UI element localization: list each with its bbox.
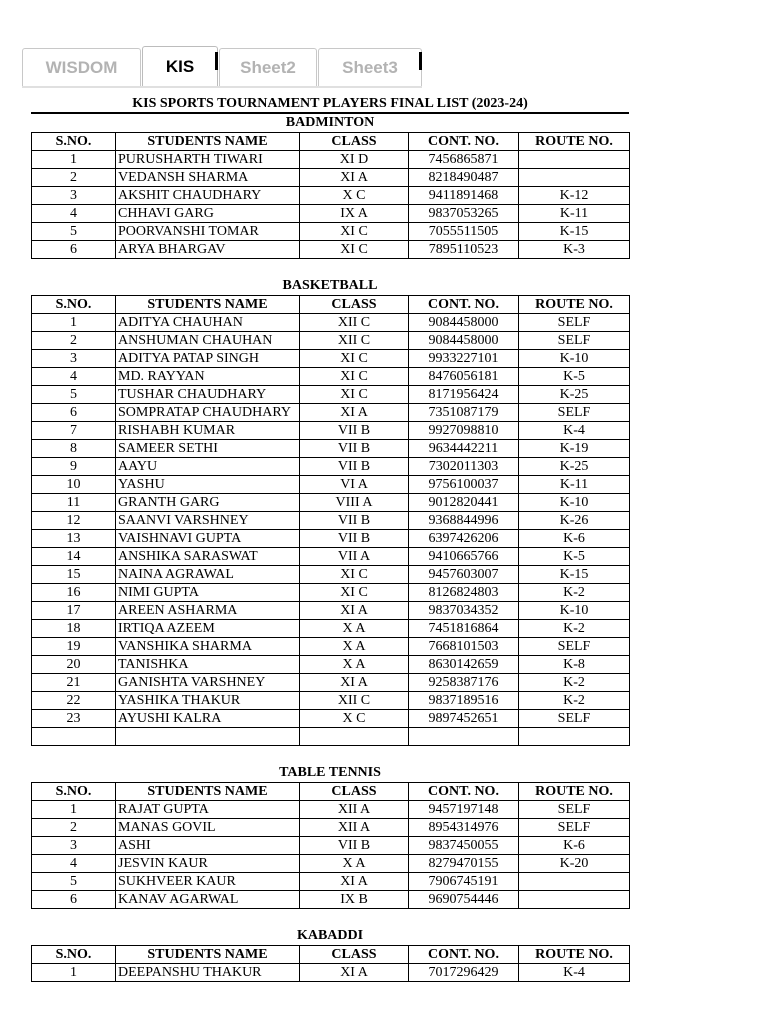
table-cell[interactable]: K-26 (519, 512, 630, 530)
table-cell[interactable]: SAANVI VARSHNEY (116, 512, 300, 530)
column-header[interactable]: ROUTE NO. (519, 296, 630, 314)
table-cell[interactable]: 5 (32, 386, 116, 404)
table-row (32, 494, 630, 512)
table-cell[interactable]: SAMEER SETHI (116, 440, 300, 458)
column-header[interactable]: CONT. NO. (409, 783, 519, 801)
table-cell[interactable]: 5 (32, 223, 116, 241)
table-cell[interactable]: 4 (32, 855, 116, 873)
table-row (32, 620, 630, 638)
table-cell[interactable]: X C (300, 187, 409, 205)
table-row (32, 476, 630, 494)
table-row (32, 891, 630, 909)
table-cell[interactable]: X A (300, 638, 409, 656)
table-cell[interactable]: 9837034352 (409, 602, 519, 620)
table-cell[interactable]: K-3 (519, 241, 630, 259)
column-header[interactable]: STUDENTS NAME (116, 133, 300, 151)
table-cell[interactable]: VII B (300, 530, 409, 548)
table-cell[interactable]: 3 (32, 187, 116, 205)
table-cell[interactable]: 9457197148 (409, 801, 519, 819)
column-header[interactable]: CONT. NO. (409, 296, 519, 314)
section-spacer (31, 259, 629, 277)
section-title: BADMINTON (285, 115, 375, 130)
table-cell[interactable]: K-2 (519, 692, 630, 710)
column-header[interactable]: ROUTE NO. (519, 946, 630, 964)
empty-table-row (32, 728, 630, 746)
table-cell[interactable]: XII A (300, 819, 409, 837)
column-header[interactable]: S.NO. (32, 946, 116, 964)
table-row (32, 422, 630, 440)
table-cell[interactable]: VAISHNAVI GUPTA (116, 530, 300, 548)
table-cell[interactable]: 6 (32, 404, 116, 422)
table-cell[interactable]: AAYU (116, 458, 300, 476)
table-header-row (32, 783, 630, 801)
table-cell[interactable]: 1 (32, 801, 116, 819)
section-title: TABLE TENNIS (279, 765, 381, 780)
table-cell[interactable]: 10 (32, 476, 116, 494)
table-cell[interactable]: POORVANSHI TOMAR (116, 223, 300, 241)
table-cell[interactable]: 7351087179 (409, 404, 519, 422)
table-cell[interactable]: PURUSHARTH TIWARI (116, 151, 300, 169)
table-row (32, 314, 630, 332)
table-cell[interactable]: 9457603007 (409, 566, 519, 584)
table-row (32, 241, 630, 259)
table-cell[interactable]: 7906745191 (409, 873, 519, 891)
table-cell[interactable]: ADITYA CHAUHAN (116, 314, 300, 332)
table-cell[interactable]: XI C (300, 223, 409, 241)
table-cell[interactable]: 6 (32, 891, 116, 909)
column-header[interactable]: STUDENTS NAME (116, 296, 300, 314)
empty-cell[interactable] (409, 728, 519, 746)
table-cell[interactable]: XII C (300, 692, 409, 710)
table-cell[interactable]: K-20 (519, 855, 630, 873)
table-cell[interactable]: RISHABH KUMAR (116, 422, 300, 440)
table-cell[interactable]: 5 (32, 873, 116, 891)
table-cell[interactable]: VEDANSH SHARMA (116, 169, 300, 187)
empty-cell[interactable] (519, 728, 630, 746)
table-cell[interactable]: TANISHKA (116, 656, 300, 674)
table-cell[interactable]: K-10 (519, 350, 630, 368)
table-row (32, 855, 630, 873)
table-cell[interactable]: 11 (32, 494, 116, 512)
table-cell[interactable]: 9837189516 (409, 692, 519, 710)
table-cell[interactable] (519, 151, 630, 169)
table-cell[interactable]: 6 (32, 241, 116, 259)
table-cell[interactable]: CHHAVI GARG (116, 205, 300, 223)
column-header[interactable]: CLASS (300, 783, 409, 801)
column-header[interactable]: CLASS (300, 133, 409, 151)
players-table (31, 132, 630, 259)
tab-separator (215, 52, 218, 70)
table-cell[interactable]: 8218490487 (409, 169, 519, 187)
table-cell[interactable]: 8 (32, 440, 116, 458)
column-header[interactable]: CONT. NO. (409, 946, 519, 964)
table-cell[interactable]: K-25 (519, 386, 630, 404)
table-cell[interactable]: 9 (32, 458, 116, 476)
table-cell[interactable]: 9634442211 (409, 440, 519, 458)
table-row (32, 458, 630, 476)
table-cell[interactable]: K-11 (519, 476, 630, 494)
tab-sheet3[interactable]: Sheet3 (318, 48, 422, 86)
table-cell[interactable]: RAJAT GUPTA (116, 801, 300, 819)
table-cell[interactable]: IX B (300, 891, 409, 909)
table-cell[interactable]: GRANTH GARG (116, 494, 300, 512)
table-cell[interactable]: 4 (32, 205, 116, 223)
table-cell[interactable]: K-10 (519, 494, 630, 512)
table-cell[interactable]: 9897452651 (409, 710, 519, 728)
table-cell[interactable]: X A (300, 656, 409, 674)
players-table (31, 782, 630, 909)
table-cell[interactable]: 9410665766 (409, 548, 519, 566)
table-header-row (32, 133, 630, 151)
table-cell[interactable]: 9933227101 (409, 350, 519, 368)
table-cell[interactable]: NIMI GUPTA (116, 584, 300, 602)
table-cell[interactable]: AYUSHI KALRA (116, 710, 300, 728)
section-title: KABADDI (296, 928, 364, 943)
table-cell[interactable]: 9411891468 (409, 187, 519, 205)
table-row (32, 440, 630, 458)
table-cell[interactable]: AREEN ASHARMA (116, 602, 300, 620)
table-cell[interactable]: XI A (300, 873, 409, 891)
column-header[interactable]: S.NO. (32, 133, 116, 151)
table-cell[interactable]: XI A (300, 404, 409, 422)
table-cell[interactable]: MD. RAYYAN (116, 368, 300, 386)
table-cell[interactable]: XI C (300, 584, 409, 602)
table-row (32, 223, 630, 241)
table-cell[interactable]: 20 (32, 656, 116, 674)
table-cell[interactable]: K-8 (519, 656, 630, 674)
table-cell[interactable]: 13 (32, 530, 116, 548)
table-cell[interactable]: 22 (32, 692, 116, 710)
table-cell[interactable]: IRTIQA AZEEM (116, 620, 300, 638)
table-cell[interactable]: JESVIN KAUR (116, 855, 300, 873)
table-cell[interactable]: 9084458000 (409, 314, 519, 332)
table-row (32, 638, 630, 656)
table-cell[interactable]: XII A (300, 801, 409, 819)
table-row (32, 656, 630, 674)
table-cell[interactable]: SELF (519, 801, 630, 819)
table-cell[interactable]: ARYA BHARGAV (116, 241, 300, 259)
table-cell[interactable]: MANAS GOVIL (116, 819, 300, 837)
column-header[interactable]: S.NO. (32, 783, 116, 801)
tab-separator (419, 52, 422, 70)
table-row (32, 169, 630, 187)
table-cell[interactable]: 9690754446 (409, 891, 519, 909)
table-cell[interactable]: 9258387176 (409, 674, 519, 692)
table-row (32, 187, 630, 205)
table-cell[interactable]: 2 (32, 819, 116, 837)
table-row (32, 873, 630, 891)
sheet-tab-bar (22, 46, 442, 88)
section-spacer (31, 746, 629, 764)
table-cell[interactable]: SUKHVEER KAUR (116, 873, 300, 891)
table-cell[interactable]: 9927098810 (409, 422, 519, 440)
tab-kis[interactable]: KIS (142, 46, 218, 86)
table-cell[interactable]: 9837053265 (409, 205, 519, 223)
table-cell[interactable]: XII C (300, 314, 409, 332)
table-cell[interactable]: 12 (32, 512, 116, 530)
column-header[interactable]: CLASS (300, 946, 409, 964)
table-row (32, 332, 630, 350)
table-cell[interactable]: K-11 (519, 205, 630, 223)
table-cell[interactable]: 7451816864 (409, 620, 519, 638)
table-cell[interactable]: SELF (519, 404, 630, 422)
table-cell[interactable]: 14 (32, 548, 116, 566)
table-cell[interactable]: 8279470155 (409, 855, 519, 873)
column-header[interactable]: S.NO. (32, 296, 116, 314)
tab-wisdom[interactable]: WISDOM (22, 48, 141, 86)
table-cell[interactable]: 6397426206 (409, 530, 519, 548)
table-cell[interactable]: 7 (32, 422, 116, 440)
table-cell[interactable]: 7895110523 (409, 241, 519, 259)
table-cell[interactable]: IX A (300, 205, 409, 223)
table-row (32, 566, 630, 584)
table-row (32, 964, 630, 982)
table-cell[interactable]: 4 (32, 368, 116, 386)
table-cell[interactable]: K-19 (519, 440, 630, 458)
table-cell[interactable] (519, 891, 630, 909)
empty-cell[interactable] (300, 728, 409, 746)
table-row (32, 819, 630, 837)
tab-bar-baseline (22, 86, 422, 88)
table-cell[interactable]: VI A (300, 476, 409, 494)
table-cell[interactable] (519, 873, 630, 891)
table-cell[interactable]: SELF (519, 314, 630, 332)
table-cell[interactable]: 18 (32, 620, 116, 638)
table-cell[interactable]: ASHI (116, 837, 300, 855)
table-row (32, 584, 630, 602)
table-cell[interactable]: VIII A (300, 494, 409, 512)
table-cell[interactable]: XI C (300, 241, 409, 259)
table-cell[interactable]: VII B (300, 458, 409, 476)
table-cell[interactable]: VII B (300, 422, 409, 440)
table-cell[interactable]: 1 (32, 314, 116, 332)
table-cell[interactable] (519, 169, 630, 187)
table-cell[interactable]: K-6 (519, 837, 630, 855)
table-cell[interactable]: KANAV AGARWAL (116, 891, 300, 909)
table-cell[interactable]: XI A (300, 602, 409, 620)
table-cell[interactable]: 8476056181 (409, 368, 519, 386)
table-cell[interactable]: K-25 (519, 458, 630, 476)
table-cell[interactable]: YASHU (116, 476, 300, 494)
table-cell[interactable]: XI A (300, 964, 409, 982)
column-header[interactable]: STUDENTS NAME (116, 946, 300, 964)
table-cell[interactable]: 1 (32, 151, 116, 169)
table-cell[interactable]: DEEPANSHU THAKUR (116, 964, 300, 982)
table-cell[interactable]: GANISHTA VARSHNEY (116, 674, 300, 692)
table-row (32, 801, 630, 819)
table-cell[interactable]: 7668101503 (409, 638, 519, 656)
table-cell[interactable]: K-4 (519, 422, 630, 440)
table-cell[interactable]: AKSHIT CHAUDHARY (116, 187, 300, 205)
table-cell[interactable]: ANSHUMAN CHAUHAN (116, 332, 300, 350)
table-cell[interactable]: NAINA AGRAWAL (116, 566, 300, 584)
table-row (32, 674, 630, 692)
table-cell[interactable]: 9084458000 (409, 332, 519, 350)
table-cell[interactable]: ANSHIKA SARASWAT (116, 548, 300, 566)
table-cell[interactable]: XI C (300, 566, 409, 584)
table-cell[interactable]: VANSHIKA SHARMA (116, 638, 300, 656)
table-cell[interactable]: 3 (32, 350, 116, 368)
table-cell[interactable]: TUSHAR CHAUDHARY (116, 386, 300, 404)
table-cell[interactable]: 16 (32, 584, 116, 602)
section-title: BASKETBALL (282, 278, 378, 293)
column-header[interactable]: CLASS (300, 296, 409, 314)
table-header-row (32, 946, 630, 964)
table-cell[interactable]: X A (300, 855, 409, 873)
table-cell[interactable]: XI C (300, 350, 409, 368)
empty-cell[interactable] (32, 728, 116, 746)
table-cell[interactable]: 9837450055 (409, 837, 519, 855)
section-spacer (31, 909, 629, 927)
table-row (32, 548, 630, 566)
table-cell[interactable]: K-5 (519, 368, 630, 386)
table-cell[interactable]: VII B (300, 512, 409, 530)
table-cell[interactable]: 9012820441 (409, 494, 519, 512)
table-cell[interactable]: VII A (300, 548, 409, 566)
table-cell[interactable]: SELF (519, 332, 630, 350)
table-row (32, 512, 630, 530)
spreadsheet-sheet (31, 95, 629, 982)
table-row (32, 710, 630, 728)
table-cell[interactable]: K-2 (519, 620, 630, 638)
table-cell[interactable]: 15 (32, 566, 116, 584)
table-cell[interactable]: 3 (32, 837, 116, 855)
table-row (32, 837, 630, 855)
table-row (32, 151, 630, 169)
table-cell[interactable]: K-2 (519, 674, 630, 692)
table-row (32, 350, 630, 368)
table-cell[interactable]: 17 (32, 602, 116, 620)
table-cell[interactable]: 8126824803 (409, 584, 519, 602)
column-header[interactable]: ROUTE NO. (519, 783, 630, 801)
table-header-row (32, 296, 630, 314)
table-row (32, 404, 630, 422)
empty-cell[interactable] (116, 728, 300, 746)
table-row (32, 530, 630, 548)
table-cell[interactable]: 2 (32, 332, 116, 350)
table-cell[interactable]: K-12 (519, 187, 630, 205)
table-cell[interactable]: 2 (32, 169, 116, 187)
table-cell[interactable]: 9368844996 (409, 512, 519, 530)
table-cell[interactable]: K-15 (519, 223, 630, 241)
table-cell[interactable]: K-2 (519, 584, 630, 602)
tab-sheet2[interactable]: Sheet2 (219, 48, 317, 86)
table-cell[interactable]: XI A (300, 169, 409, 187)
document-title: KIS SPORTS TOURNAMENT PLAYERS FINAL LIST (2023-24) (31, 95, 629, 114)
table-cell[interactable]: 7055511505 (409, 223, 519, 241)
table-cell[interactable]: 8171956424 (409, 386, 519, 404)
table-cell[interactable]: 9756100037 (409, 476, 519, 494)
table-cell[interactable]: SELF (519, 638, 630, 656)
table-cell[interactable]: YASHIKA THAKUR (116, 692, 300, 710)
players-table (31, 295, 630, 746)
table-cell[interactable]: 7456865871 (409, 151, 519, 169)
table-cell[interactable]: SOMPRATAP CHAUDHARY (116, 404, 300, 422)
table-cell[interactable]: K-5 (519, 548, 630, 566)
table-cell[interactable]: 7302011303 (409, 458, 519, 476)
table-cell[interactable]: K-4 (519, 964, 630, 982)
column-header[interactable]: CONT. NO. (409, 133, 519, 151)
table-cell[interactable]: SELF (519, 710, 630, 728)
table-row (32, 692, 630, 710)
table-cell[interactable]: X A (300, 620, 409, 638)
table-cell[interactable]: ADITYA PATAP SINGH (116, 350, 300, 368)
players-table (31, 945, 630, 982)
column-header[interactable]: ROUTE NO. (519, 133, 630, 151)
table-cell[interactable]: K-15 (519, 566, 630, 584)
table-cell[interactable]: K-10 (519, 602, 630, 620)
table-row (32, 386, 630, 404)
table-cell[interactable]: XI A (300, 674, 409, 692)
table-row (32, 368, 630, 386)
table-cell[interactable]: 8954314976 (409, 819, 519, 837)
table-cell[interactable]: 8630142659 (409, 656, 519, 674)
table-cell[interactable]: 21 (32, 674, 116, 692)
table-cell[interactable]: 7017296429 (409, 964, 519, 982)
table-row (32, 205, 630, 223)
table-cell[interactable]: SELF (519, 819, 630, 837)
table-cell[interactable]: X C (300, 710, 409, 728)
table-cell[interactable]: VII B (300, 837, 409, 855)
table-cell[interactable]: 1 (32, 964, 116, 982)
table-cell[interactable]: XI C (300, 368, 409, 386)
table-cell[interactable]: K-6 (519, 530, 630, 548)
table-cell[interactable]: 19 (32, 638, 116, 656)
table-cell[interactable]: VII B (300, 440, 409, 458)
table-cell[interactable]: XII C (300, 332, 409, 350)
table-cell[interactable]: XI C (300, 386, 409, 404)
table-row (32, 602, 630, 620)
column-header[interactable]: STUDENTS NAME (116, 783, 300, 801)
table-cell[interactable]: XI D (300, 151, 409, 169)
table-cell[interactable]: 23 (32, 710, 116, 728)
